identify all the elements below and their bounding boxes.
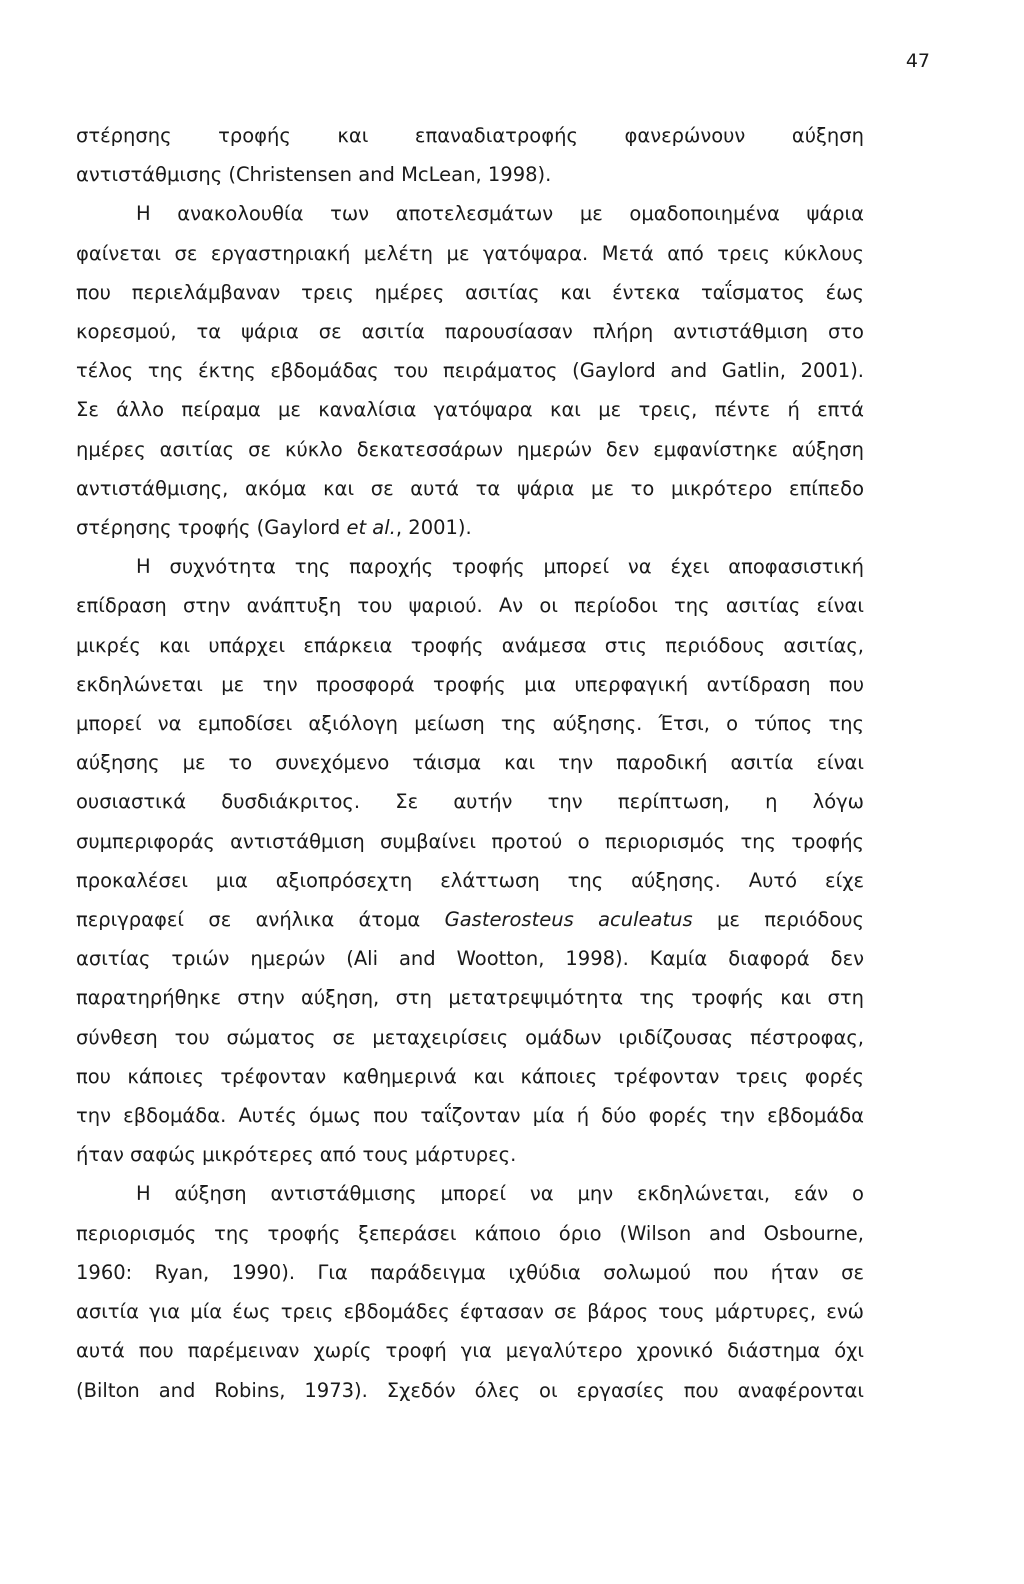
- text-line: (Bilton and Robins, 1973). Σχεδόν όλες οι εργασίες που αναφέρονται: [76, 1378, 864, 1402]
- text-line: παρατηρήθηκε στην αύξηση, στη μετατρεψιμότητα της τροφής και στη: [76, 986, 864, 1010]
- text-line: μπορεί να εμποδίσει αξιόλογη μείωση της αύξησης. Έτσι, ο τύπος της: [76, 712, 864, 736]
- text-line: Σε άλλο πείραμα με καναλίσια γατόψαρα και με τρεις, πέντε ή επτά: [76, 398, 864, 422]
- text-line: περιορισμός της τροφής ξεπεράσει κάποιο όριο (Wilson and Osbourne,: [76, 1221, 864, 1245]
- text-line: στέρησης τροφής (Gaylord et al., 2001).: [76, 516, 472, 540]
- text-line: αντιστάθμισης (Christensen and McLean, 1998).: [76, 163, 552, 187]
- text-line: επίδραση στην ανάπτυξη του ψαριού. Αν οι περίοδοι της ασιτίας είναι: [76, 594, 864, 618]
- text-line: στέρησης τροφής και επαναδιατροφής φανερώνουν αύξηση: [76, 124, 864, 147]
- text-line: που περιελάμβαναν τρεις ημέρες ασιτίας και έντεκα ταΐσματος έως: [76, 280, 864, 304]
- text-line: την εβδομάδα. Αυτές όμως που ταΐζονταν μία ή δύο φορές την εβδομάδα: [76, 1104, 864, 1128]
- text-line: αντιστάθμισης, ακόμα και σε αυτά τα ψάρια με το μικρότερο επίπεδο: [76, 476, 864, 500]
- text-line: φαίνεται σε εργαστηριακή μελέτη με γατόψαρα. Μετά από τρεις κύκλους: [76, 241, 864, 265]
- text-line: που κάποιες τρέφονταν καθημερινά και κάποιες τρέφονταν τρεις φορές: [76, 1064, 864, 1088]
- text-line: αύξησης με το συνεχόμενο τάισμα και την παροδική ασιτία είναι: [76, 751, 864, 775]
- text-line: ασιτίας τριών ημερών (Ali and Wootton, 1998). Καμία διαφορά δεν: [76, 947, 864, 971]
- text-line: σύνθεση του σώματος σε μεταχειρίσεις ομάδων ιριδίζουσας πέστροφας,: [76, 1025, 864, 1049]
- text-line: εκδηλώνεται με την προσφορά τροφής μια υπερφαγική αντίδραση που: [76, 672, 864, 696]
- page-number: 47: [905, 50, 930, 72]
- text-line: προκαλέσει μια αξιοπρόσεχτη ελάττωση της αύξησης. Αυτό είχε: [76, 868, 864, 892]
- text-line: Η ανακολουθία των αποτελεσμάτων με ομαδοποιημένα ψάρια: [136, 202, 864, 226]
- text-line: περιγραφεί σε ανήλικα άτομα Gasterosteus aculeatus με περιόδους: [76, 908, 864, 932]
- text-line: τέλος της έκτης εβδομάδας του πειράματος (Gaylord and Gatlin, 2001).: [76, 359, 864, 383]
- text-line: ασιτία για μία έως τρεις εβδομάδες έφτασαν σε βάρος τους μάρτυρες, ενώ: [76, 1300, 864, 1324]
- text-line: κορεσμού, τα ψάρια σε ασιτία παρουσίασαν πλήρη αντιστάθμιση στο: [76, 320, 864, 344]
- text-line: συμπεριφοράς αντιστάθμιση συμβαίνει προτού ο περιορισμός της τροφής: [76, 829, 864, 853]
- body-text: [76, 116, 864, 1410]
- text-line: ουσιαστικά δυσδιάκριτος. Σε αυτήν την περίπτωση, η λόγω: [76, 790, 864, 814]
- text-line: ήταν σαφώς μικρότερες από τους μάρτυρες.: [76, 1143, 517, 1167]
- text-line: αυτά που παρέμειναν χωρίς τροφή για μεγαλύτερο χρονικό διάστημα όχι: [76, 1339, 864, 1363]
- text-line: ημέρες ασιτίας σε κύκλο δεκατεσσάρων ημερών δεν εμφανίστηκε αύξηση: [76, 437, 864, 461]
- text-line: μικρές και υπάρχει επάρκεια τροφής ανάμεσα στις περιόδους ασιτίας,: [76, 633, 864, 657]
- text-line: 1960: Ryan, 1990). Για παράδειγμα ιχθύδια σολωμού που ήταν σε: [76, 1260, 864, 1284]
- text-line: Η αύξηση αντιστάθμισης μπορεί να μην εκδηλώνεται, εάν ο: [136, 1182, 864, 1206]
- text-line: Η συχνότητα της παροχής τροφής μπορεί να έχει αποφασιστική: [136, 555, 864, 579]
